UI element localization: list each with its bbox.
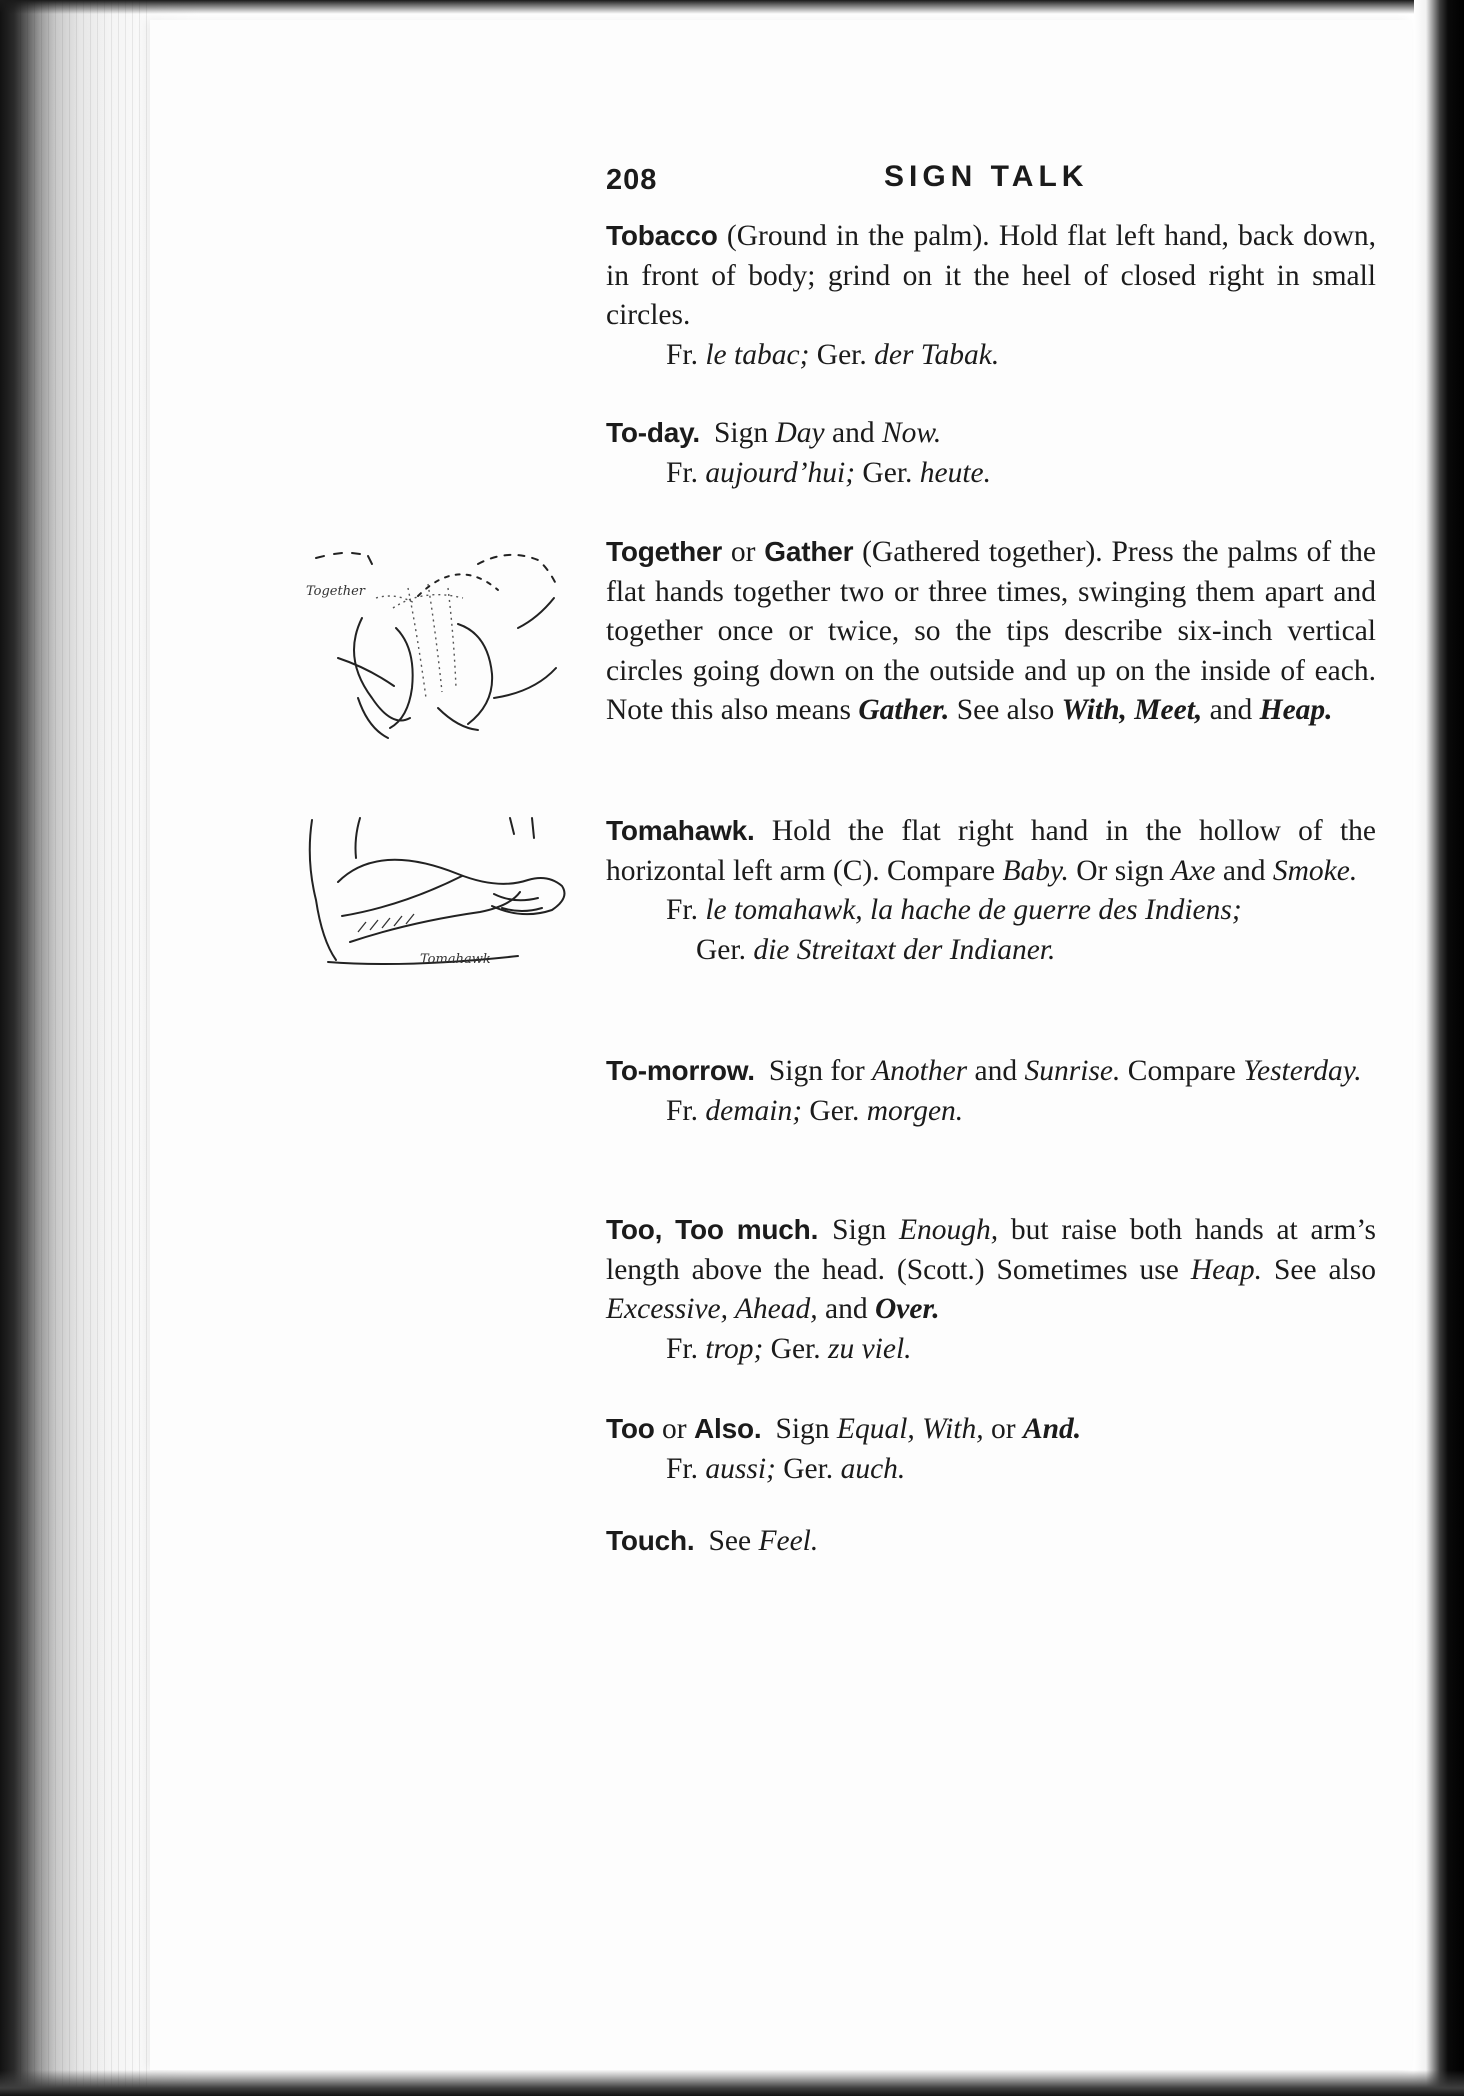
entry-today <box>606 413 1376 493</box>
headword: Too, Too much. <box>606 1214 819 1245</box>
entry-tomahawk <box>606 811 1376 970</box>
entry-touch <box>606 1521 1376 1562</box>
translation-line: Fr. aujourd’hui; Ger. heute. <box>666 456 992 489</box>
hands-together-drawing <box>298 548 588 748</box>
translation-line: Fr. le tomahawk, la hache de guerre des Indiens; <box>666 894 1242 926</box>
headword: Too <box>606 1413 655 1444</box>
headword: Tobacco <box>606 220 718 251</box>
entry-definition: Tobacco (Ground in the palm). Hold flat left hand, back down, in front of body; grind on it the heel of closed right in small circles. <box>606 220 1376 331</box>
translation-line: Fr. aussi; Ger. auch. <box>666 1452 906 1485</box>
entry-definition: Too, Too much. Sign Enough, but raise both hands at arm’s length above the head. (Scott.) Sometimes use Heap. See also Excessive, Ahead, and Over. <box>606 1214 1377 1325</box>
crossed-arms-drawing <box>298 812 588 972</box>
entry-too-also <box>606 1409 1376 1489</box>
illustration-caption: Together <box>306 584 366 599</box>
entry-definition: To-day. Sign Day and Now. <box>606 417 942 449</box>
entry-too-much <box>606 1210 1376 1369</box>
translation-line: Ger. die Streitaxt der Indianer. <box>696 933 1056 966</box>
translation-line: Fr. trop; Ger. zu viel. <box>666 1332 912 1365</box>
page-edge-stack <box>20 0 150 2096</box>
scan-top-edge <box>0 0 1464 14</box>
together-sign-illustration <box>298 548 588 748</box>
scan-bottom-edge <box>0 2070 1464 2096</box>
entry-definition: Tomahawk. Hold the flat right hand in the hollow of the horizontal left arm (C). Compare Baby. Or sign Axe and Smoke. <box>606 815 1376 887</box>
entry-tomorrow <box>606 1051 1376 1131</box>
entry-definition: To-morrow. Sign for Another and Sunrise. Compare Yesterday. <box>606 1055 1362 1087</box>
headword: To-day. <box>606 417 701 448</box>
translation-line: Fr. demain; Ger. morgen. <box>666 1094 964 1127</box>
running-header <box>606 160 1376 206</box>
headword: Tomahawk. <box>606 815 755 846</box>
illustration-caption: Tomahawk <box>420 952 491 967</box>
entry-tobacco <box>606 216 1376 375</box>
running-title: SIGN TALK <box>884 160 1089 193</box>
entry-definition: Touch. See Feel. <box>606 1525 819 1557</box>
entry-together <box>606 532 1376 731</box>
translation-line: Fr. le tabac; Ger. der Tabak. <box>666 338 1000 371</box>
tomahawk-sign-illustration <box>298 812 588 972</box>
page-number: 208 <box>606 164 658 196</box>
headword-alt: Gather <box>764 536 854 567</box>
headword: Together <box>606 536 723 567</box>
entry-definition: Too or Also. Sign Equal, With, or And. <box>606 1413 1082 1445</box>
headword: Touch. <box>606 1525 695 1556</box>
scan-right-edge <box>1414 0 1464 2096</box>
headword: To-morrow. <box>606 1055 755 1086</box>
headword-alt: Also. <box>693 1413 762 1444</box>
entry-definition: Together or Gather (Gathered together). Press the palms of the flat hands together two or three times, swinging them apart and together once or twice, so the tips describe six-inch vertical circles going down on the outside and up on the inside of each. Note this also means Gather. See also With, Meet, and Heap. <box>606 536 1377 726</box>
